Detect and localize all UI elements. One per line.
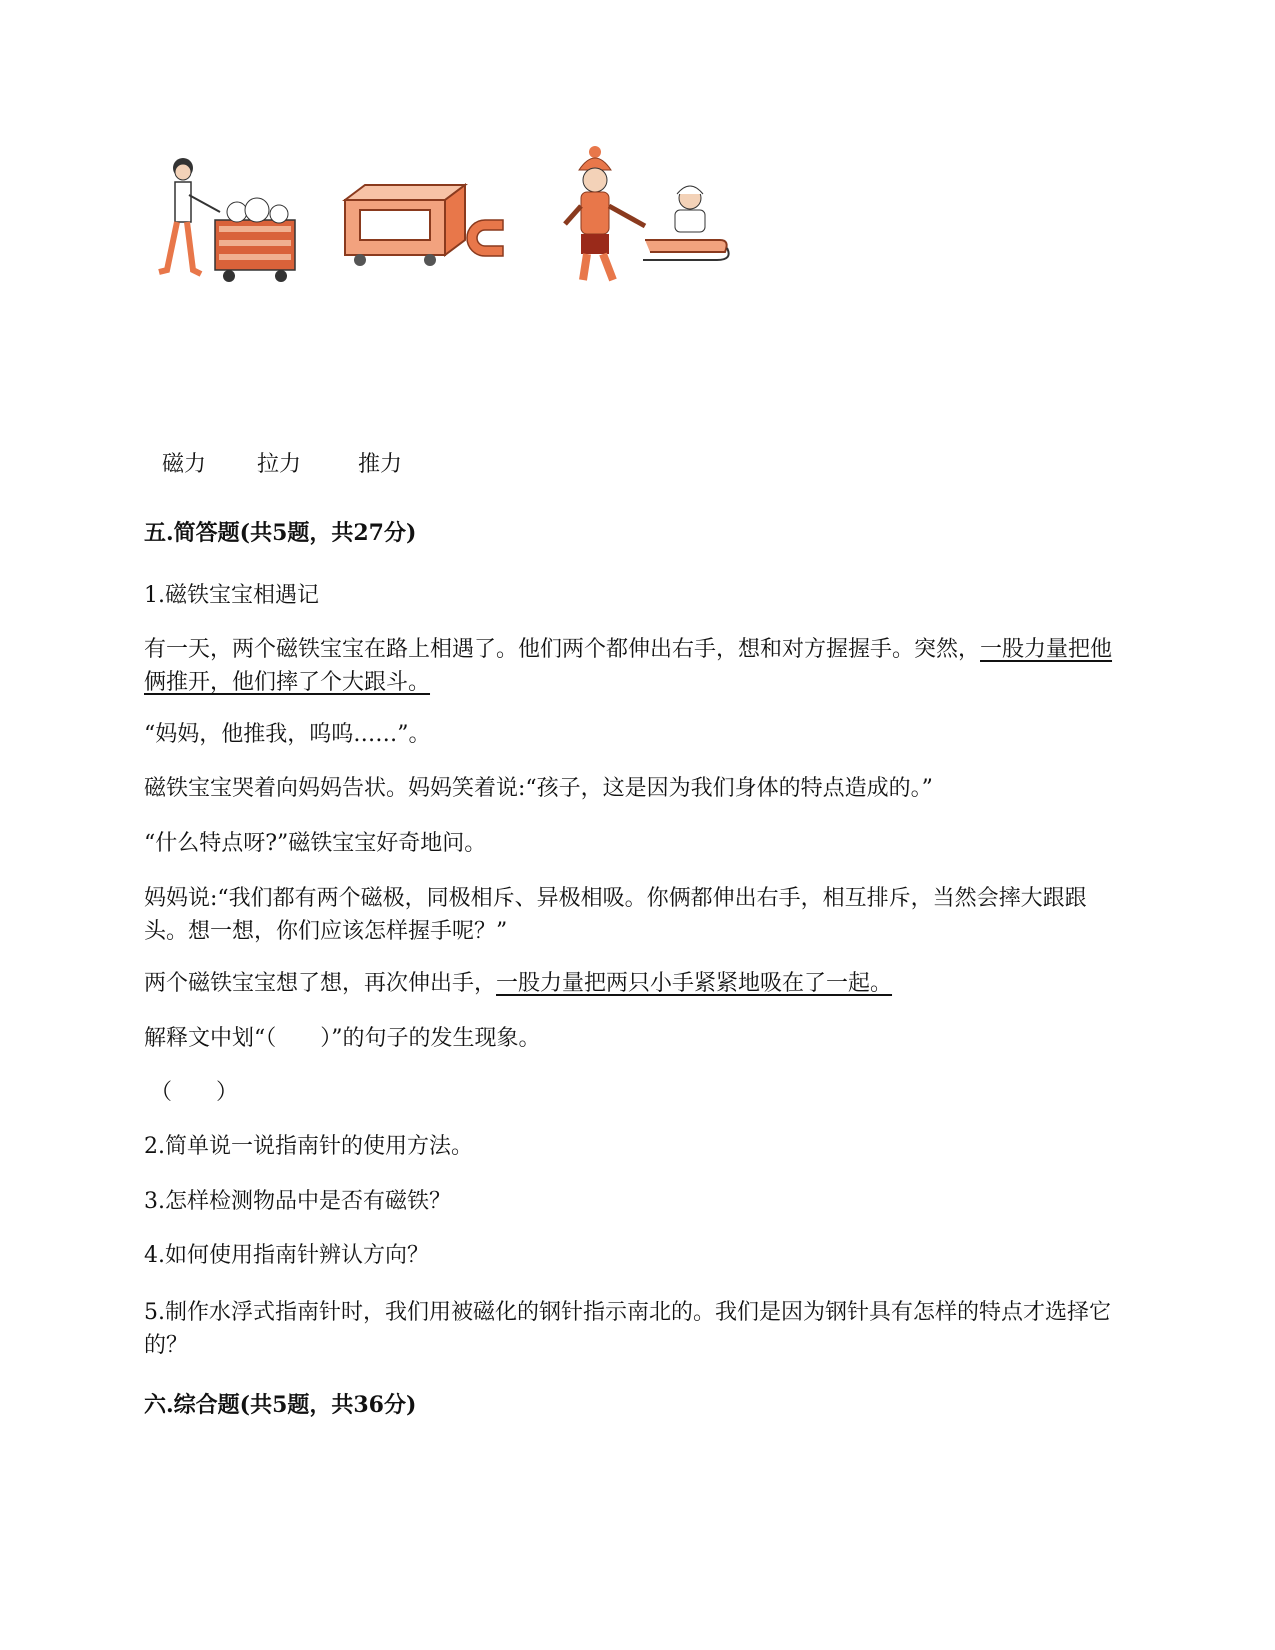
paragraph-1-text: 有一天，两个磁铁宝宝在路上相遇了。他们两个都伸出右手，想和对方握握手。突然，	[144, 637, 981, 662]
question-1-paragraph-1	[144, 633, 1124, 699]
child-pulling-sled-image	[565, 146, 729, 280]
paragraph-6-text: 两个磁铁宝宝想了想，再次伸出手，	[144, 971, 497, 996]
question-2: 2.简单说一说指南针的使用方法。	[144, 1134, 473, 1159]
paragraph-6-underlined-sentence: 一股力量把两只小手紧紧地吸在了一起。	[496, 971, 893, 996]
question-1-paragraph-4: “什么特点呀?”磁铁宝宝好奇地问。	[144, 831, 487, 856]
section-6-heading: 六.综合题(共5题，共36分)	[144, 1392, 417, 1418]
question-1-title: 1.磁铁宝宝相遇记	[144, 583, 319, 608]
option-pulling-force: 拉力	[257, 452, 302, 477]
question-1-paragraph-3: 磁铁宝宝哭着向妈妈告状。妈妈笑着说:“孩子，这是因为我们身体的特点造成的。”	[144, 776, 933, 801]
paragraph-1-underlined-sentence: 一股力量把他俩推开，他们摔了个大跟斗。	[144, 637, 1113, 695]
boy-pushing-cart-image	[159, 158, 295, 282]
question-4: 4.如何使用指南针辨认方向？	[144, 1243, 429, 1268]
question-5: 5.制作水浮式指南针时，我们用被磁化的钢针指示南北的。我们是因为钢针具有怎样的特点才选择它的？	[144, 1300, 1111, 1358]
question-1-answer-blank[interactable]: （ ）	[150, 1080, 239, 1105]
question-1-paragraph-6	[144, 969, 892, 999]
option-magnetic-force: 磁力	[162, 452, 207, 477]
question-3: 3.怎样检测物品中是否有磁铁？	[144, 1189, 451, 1214]
question-1-paragraph-2: “妈妈，他推我，呜呜……”。	[144, 722, 431, 747]
section-5-heading: 五.简答题(共5题，共27分)	[144, 520, 417, 546]
option-pushing-force: 推力	[358, 452, 403, 477]
question-1-paragraph-5: 妈妈说:“我们都有两个磁极，同极相斥、异极相吸。你俩都伸出右手，相互排斥，当然会摔大跟跟头。想一想，你们应该怎样握手呢？”	[144, 886, 1087, 944]
cart-with-magnet-image	[345, 185, 503, 266]
question-1-prompt: 解释文中划“（ ）”的句子的发生现象。	[144, 1026, 541, 1051]
force-illustration	[145, 140, 735, 310]
